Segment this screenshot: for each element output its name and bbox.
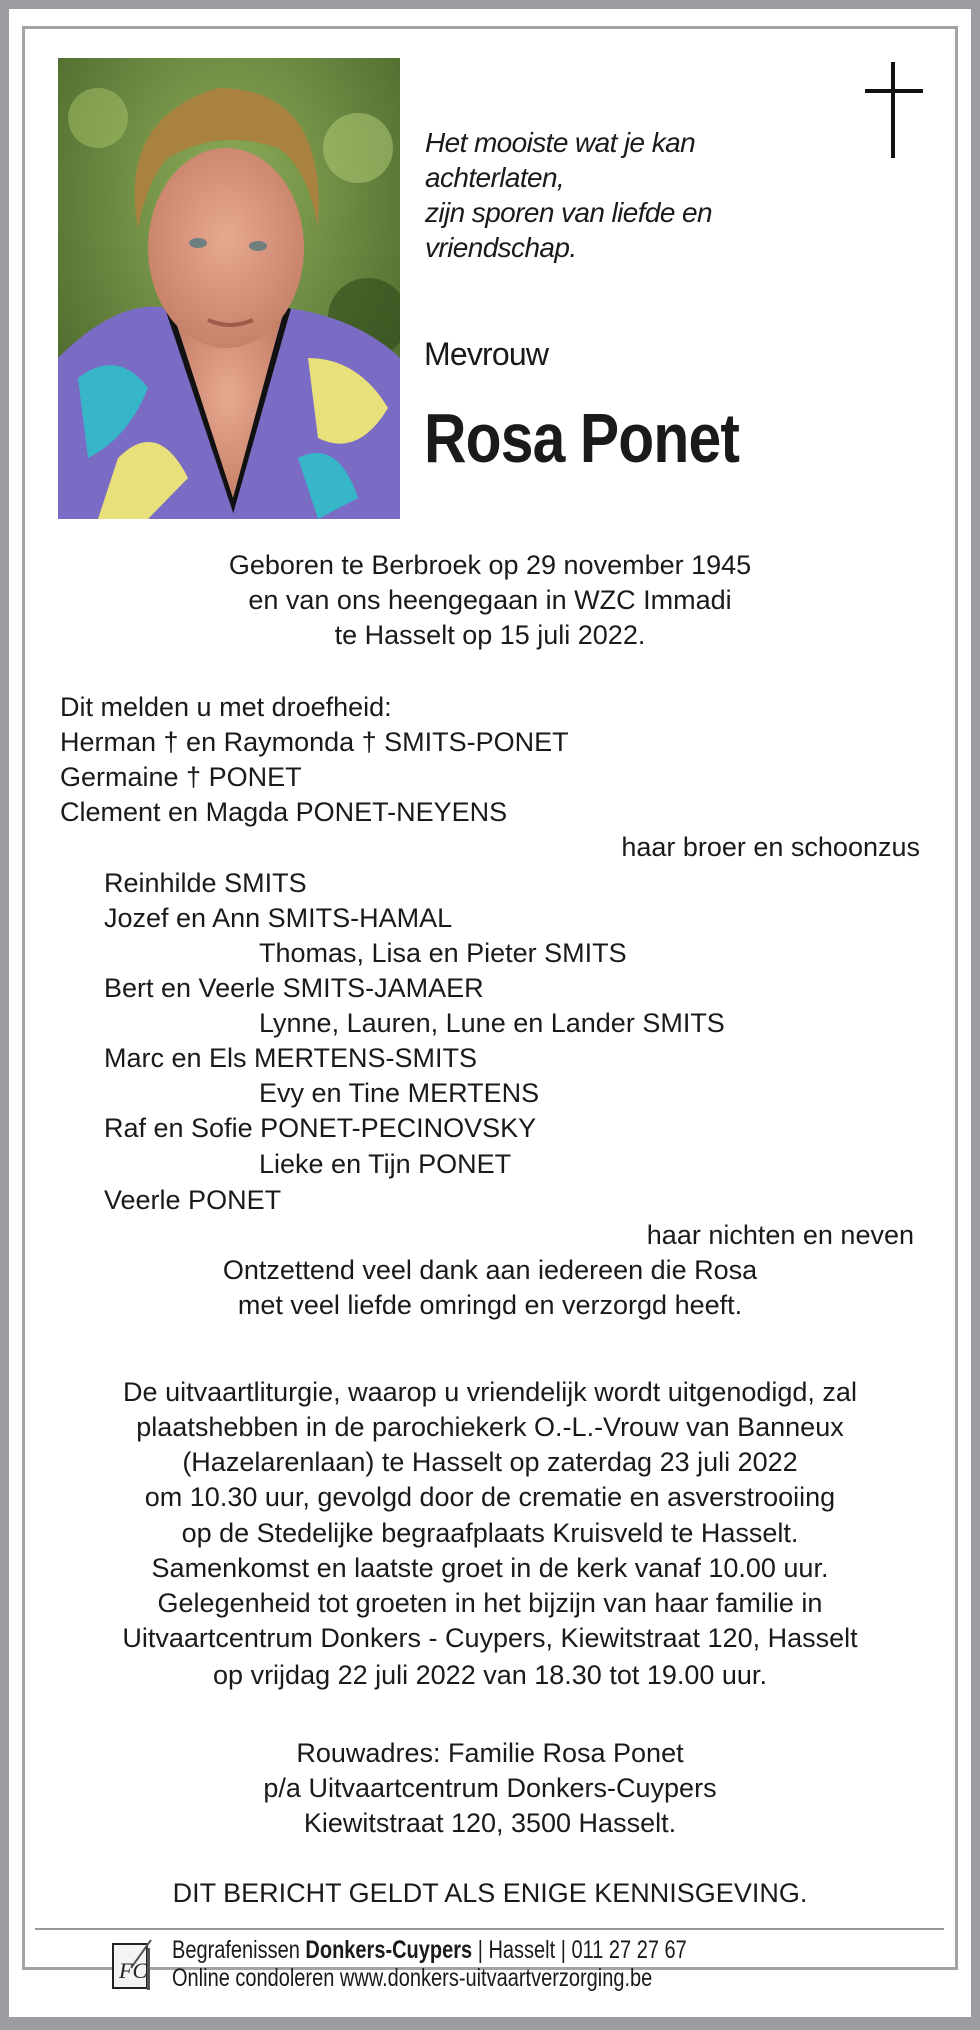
birth-death-line: te Hasselt op 15 juli 2022. [334, 620, 646, 650]
cross-icon [865, 62, 923, 158]
quote-line: zijn sporen van liefde en [425, 197, 712, 228]
family-member: Germaine † PONET [60, 762, 302, 792]
quote-line: achterlaten, [425, 162, 565, 193]
family-member: Jozef en Ann SMITS-HAMAL [104, 903, 453, 933]
family-relation: haar nichten en neven [646, 1220, 914, 1250]
family-member: Evy en Tine MERTENS [259, 1078, 540, 1108]
footer-company: Donkers-Cuypers [305, 1936, 473, 1964]
footer-online-label: Online condoleren [172, 1964, 340, 1992]
birth-death-line: en van ons heengegaan in WZC Immadi [248, 585, 732, 615]
notice: DIT BERICHT GELDT ALS ENIGE KENNISGEVING. [172, 1878, 808, 1908]
family-member: Raf en Sofie PONET-PECINOVSKY [104, 1113, 537, 1143]
family-member: Thomas, Lisa en Pieter SMITS [259, 938, 627, 968]
quote-line: Het mooiste wat je kan [425, 127, 696, 158]
ceremony-line: op de Stedelijke begraafplaats Kruisveld te Hasselt. [181, 1518, 799, 1548]
birth-death-line: Geboren te Berbroek op 29 november 1945 [228, 550, 752, 580]
thanks-line: met veel liefde omringd en verzorgd heeft. [237, 1290, 743, 1320]
footer-line-1 [172, 1936, 687, 1964]
footer-line-2 [172, 1964, 652, 1992]
address-line: Rouwadres: Familie Rosa Ponet [296, 1738, 684, 1768]
ceremony-line: De uitvaartliturgie, waarop u vriendelijk wordt uitgenodigd, zal [123, 1377, 857, 1407]
family-member: Clement en Magda PONET-NEYENS [60, 797, 508, 827]
family-member: Herman † en Raymonda † SMITS-PONET [60, 727, 569, 757]
family-member: Reinhilde SMITS [104, 868, 307, 898]
quote-line: vriendschap. [425, 232, 577, 263]
footer-divider [35, 1928, 944, 1930]
family-member: Veerle PONET [104, 1185, 282, 1215]
svg-text:FC: FC [119, 1958, 148, 1983]
family-member: Bert en Veerle SMITS-JAMAER [104, 973, 484, 1003]
footer-url[interactable]: www.donkers-uitvaartverzorging.be [339, 1964, 653, 1992]
deceased-name: Rosa Ponet [424, 399, 740, 477]
thanks-line: Ontzettend veel dank aan iedereen die Rosa [222, 1255, 758, 1285]
funeral-home-logo [109, 1938, 153, 1992]
ceremony-line: Uitvaartcentrum Donkers - Cuypers, Kiewitstraat 120, Hasselt [122, 1623, 858, 1653]
honorific: Mevrouw [424, 336, 549, 372]
address-line: Kiewitstraat 120, 3500 Hasselt. [303, 1808, 677, 1838]
ceremony-line: Gelegenheid tot groeten in het bijzijn van haar familie in [157, 1588, 823, 1618]
footer-prefix: Begrafenissen [172, 1936, 306, 1964]
ceremony-line: plaatshebben in de parochiekerk O.-L.-Vrouw van Banneux [136, 1412, 844, 1442]
family-member: Lieke en Tijn PONET [259, 1149, 512, 1179]
address-line: p/a Uitvaartcentrum Donkers-Cuypers [263, 1773, 717, 1803]
family-member: Marc en Els MERTENS-SMITS [104, 1043, 478, 1073]
family-relation: haar broer en schoonzus [621, 832, 920, 862]
ceremony-line: (Hazelarenlaan) te Hasselt op zaterdag 23 juli 2022 [182, 1447, 798, 1477]
ceremony-line: Samenkomst en laatste groet in de kerk vanaf 10.00 uur. [151, 1553, 829, 1583]
portrait-photo [58, 58, 400, 519]
ceremony-line: op vrijdag 22 juli 2022 van 18.30 tot 19.00 uur. [213, 1660, 767, 1690]
footer-contact: | Hasselt | 011 27 27 67 [472, 1936, 687, 1964]
family-member: Lynne, Lauren, Lune en Lander SMITS [259, 1008, 725, 1038]
family-intro: Dit melden u met droefheid: [60, 692, 392, 722]
ceremony-line: om 10.30 uur, gevolgd door de crematie en asverstrooiing [144, 1482, 836, 1512]
